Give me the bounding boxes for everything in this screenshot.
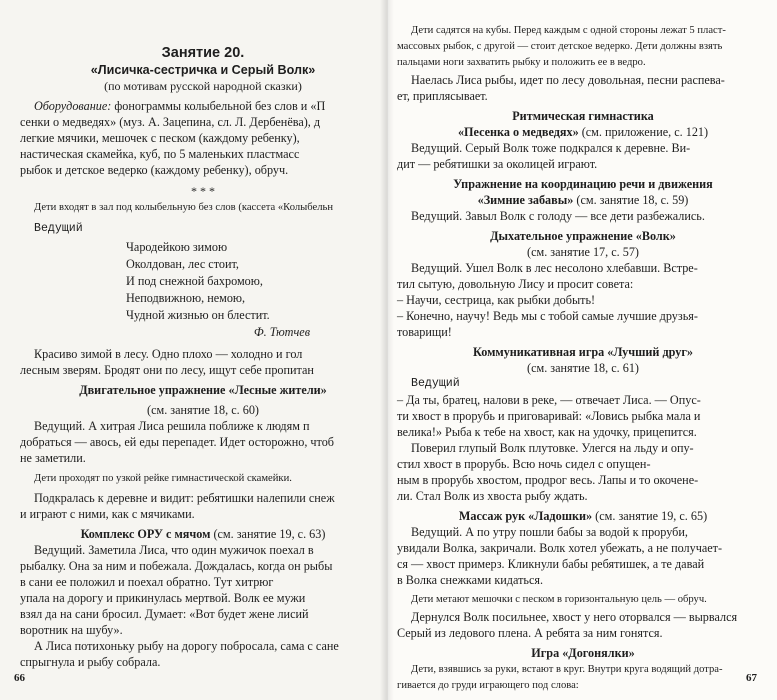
- exercise-heading: «Песенка о медведях» (см. приложение, с. 121): [457, 125, 709, 139]
- equipment-line: рыбок и детское ведерко (каждому ребенку), обруч.: [20, 163, 289, 177]
- paragraph-line: Наелась Лиса рыбы, идет по лесу довольная, песни распева-: [411, 73, 725, 87]
- paragraph-line: – Конечно, научу! Ведь мы с тобой самые лучшие друзья-: [397, 309, 698, 323]
- paragraph-line: взял да на сани бросил. Думает: «Вот будет жене лисий: [20, 607, 309, 621]
- paragraph-line: Красиво зимой в лесу. Одно плохо — холодно и гол: [34, 347, 303, 361]
- equipment-label: Оборудование:: [34, 99, 112, 113]
- paragraph-line: спрыгнула и рыбу собрала.: [20, 655, 161, 669]
- poem-line: Чудной жизнью он блестит.: [126, 308, 270, 322]
- page-number: 66: [14, 672, 25, 684]
- paragraph-line: лесным зверям. Бродят они по лесу, ищут себе пропитан: [20, 363, 314, 377]
- paragraph-line: в сани ее положил и поехал обратно. Тут хитрюг: [20, 575, 274, 589]
- lesson-subtitle: (по мотивам русской народной сказки): [104, 79, 302, 93]
- exercise-heading: Комплекс ОРУ с мячом (см. занятие 19, с. 63): [80, 527, 326, 541]
- poem-line: Околдован, лес стоит,: [126, 257, 239, 271]
- exercise-reference: (см. занятие 18, с. 61): [527, 361, 639, 375]
- section-stars: * * *: [191, 184, 215, 198]
- paragraph-line: ся — хвост примерз. Кликнули бабы ребятишек, а те давай: [397, 557, 705, 571]
- stage-direction: Дети входят в зал под колыбельную без слов (кассета «Колыбельн: [34, 202, 334, 213]
- poem: [126, 239, 386, 324]
- book-gutter: [380, 0, 394, 700]
- paragraph-line: ти хвост в прорубь и приговаривай: «Ловись рыбка мала и: [397, 409, 701, 423]
- paragraph-line: А Лиса потихоньку рыбу на дорогу побросала, сама с сане: [34, 639, 339, 653]
- stage-direction: пальцами ноги захватить рыбку и положить ее в ведро.: [397, 57, 646, 68]
- paragraph-line: добраться — авось, ей еды перепадет. Идет осторожно, чтоб: [20, 435, 334, 449]
- paragraph-line: и играют с ними, как с мячиками.: [20, 507, 195, 521]
- speaker-label: Ведущий: [411, 377, 460, 390]
- paragraph-line: Дернулся Волк посильнее, хвост у него оторвался — вырвался: [411, 610, 738, 624]
- paragraph-line: не заметили.: [20, 451, 86, 465]
- paragraph-line: воротник на шубу».: [20, 623, 123, 637]
- left-page: [0, 0, 386, 700]
- exercise-heading: Дыхательное упражнение «Волк»: [490, 229, 676, 243]
- paragraph-line: Ведущий. А хитрая Лиса решила поближе к людям п: [34, 419, 310, 433]
- paragraph-line: увидали Волка, закричали. Волк хотел убежать, а не получает-: [397, 541, 723, 555]
- paragraph-line: в Волка снежками кидаться.: [397, 573, 544, 587]
- lesson-title: Занятие 20.: [161, 45, 245, 61]
- exercise-heading: Ритмическая гимнастика: [512, 109, 654, 123]
- stage-direction: массовых рыбок, с другой — стоит детское ведерко. Дети должны взять: [397, 41, 723, 52]
- poem-line: И под снежной бахромою,: [126, 274, 263, 288]
- stage-direction: Дети метают мешочки с песком в горизонтальную цель — обруч.: [411, 594, 707, 605]
- stage-direction: Дети проходят по узкой рейке гимнастической скамейки.: [34, 473, 292, 484]
- exercise-heading: Коммуникативная игра «Лучший друг»: [473, 345, 693, 359]
- exercise-heading: Игра «Догонялки»: [531, 646, 635, 660]
- exercise-reference: (см. занятие 18, с. 60): [147, 403, 259, 417]
- exercise-reference: (см. занятие 17, с. 57): [527, 245, 639, 259]
- exercise-heading: Двигательное упражнение «Лесные жители»: [79, 383, 327, 397]
- stage-direction: Дети садятся на кубы. Перед каждым с одной стороны лежат 5 пласт-: [411, 25, 726, 36]
- paragraph-line: дит — ребятишки за околицей играют.: [397, 157, 598, 171]
- paragraph-line: Ведущий. Серый Волк тоже подкрался к деревне. Ви-: [411, 141, 691, 155]
- paragraph-line: товарищи!: [397, 325, 452, 339]
- paragraph-line: Ведущий. Завыл Волк с голоду — все дети разбежались.: [411, 209, 705, 223]
- equipment-line: сенки о медведях» (муз. А. Зацепина, сл. Л. Дербенёва), д: [20, 115, 321, 129]
- paragraph-line: – Научи, сестрица, как рыбки добыть!: [397, 293, 596, 307]
- page-number: 67: [746, 672, 757, 684]
- speaker-label: Ведущий: [34, 222, 83, 235]
- paragraph-line: стил хвост в прорубь. Всю ночь сидел с опущен-: [397, 457, 651, 471]
- exercise-heading: Упражнение на координацию речи и движения: [453, 177, 713, 191]
- paragraph-line: Ведущий. Ушел Волк в лес несолоно хлебавши. Встре-: [411, 261, 698, 275]
- equipment-line: легкие мячики, мешочек с песком (каждому ребенку),: [20, 131, 300, 145]
- paragraph-line: велика!» Рыба к тебе на хвост, как на удочку, прицепится.: [397, 425, 697, 439]
- exercise-heading: «Зимние забавы» (см. занятие 18, с. 59): [477, 193, 689, 207]
- exercise-heading: Массаж рук «Ладошки» (см. занятие 19, с. 65): [458, 509, 708, 523]
- paragraph-line: упала на дорогу и прикинулась мертвой. Волк ее мужи: [20, 591, 306, 605]
- paragraph-line: Серый из ледового плена. А ребята за ним гонятся.: [397, 626, 663, 640]
- equipment-line: настическая скамейка, куб, по 5 маленьких пластмасс: [20, 147, 300, 161]
- poem-author: Ф. Тютчев: [253, 325, 310, 339]
- stage-direction: Дети, взявшись за руки, встают в круг. Внутри круга водящий дотра-: [411, 664, 723, 675]
- paragraph-line: ли. Стал Волк из хвоста рыбу ждать.: [397, 489, 588, 503]
- paragraph-line: тил сытую, довольную Лису и просит совета:: [397, 277, 634, 291]
- lesson-name: «Лисичка-сестричка и Серый Волк»: [90, 63, 316, 77]
- paragraph-line: Поверил глупый Волк плутовке. Улегся на льду и опу-: [411, 441, 694, 455]
- right-page: [387, 0, 777, 700]
- paragraph-line: рыбалку. Она за ним и побежала. Дождалась, когда он рыбы: [20, 559, 333, 573]
- equipment-line: Оборудование: фонограммы колыбельной без слов и «П: [34, 99, 326, 113]
- paragraph-line: ет, приплясывает.: [397, 89, 488, 103]
- stage-direction: гивается до груди играющего под слова:: [397, 680, 579, 691]
- paragraph-line: Подкралась к деревне и видит: ребятишки налепили снеж: [34, 491, 335, 505]
- paragraph-line: Ведущий. Заметила Лиса, что один мужичок поехал в: [34, 543, 314, 557]
- paragraph-line: Ведущий. А по утру пошли бабы за водой к проруби,: [411, 525, 688, 539]
- poem-line: Неподвижною, немою,: [126, 291, 246, 305]
- paragraph-line: – Да ты, братец, налови в реке, — отвечает Лиса. — Опус-: [397, 393, 701, 407]
- paragraph-line: ным в прорубь хвостом, продрог весь. Лапы и то окочене-: [397, 473, 699, 487]
- poem-line: Чародейкою зимою: [126, 240, 228, 254]
